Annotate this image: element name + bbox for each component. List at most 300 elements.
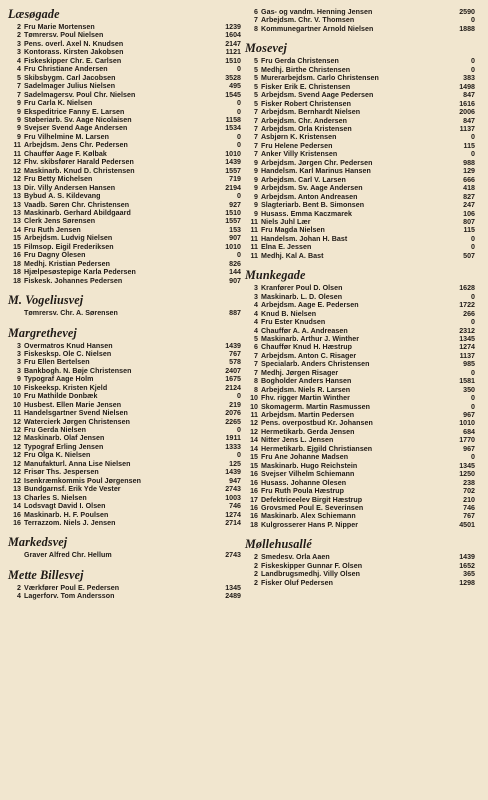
street-heading: Munkegade	[245, 268, 306, 283]
directory-entry	[247, 167, 475, 175]
house-number: 9	[254, 167, 258, 176]
resident-name: Arbejdsm. Chr. V. Thomsen	[261, 16, 355, 25]
directory-entry	[247, 386, 475, 394]
directory-entry	[10, 133, 241, 141]
resident-name: Fiskesksp. Ole C. Nielsen	[24, 349, 112, 358]
resident-name: Fru Marie Mortensen	[24, 23, 95, 31]
directory-entry	[10, 48, 241, 56]
directory-entry	[10, 243, 241, 251]
resident-name: Dir. Villy Andersen Hansen	[24, 183, 116, 192]
street-heading: Margrethevej	[8, 325, 77, 340]
phone-number: 1345	[225, 583, 241, 592]
resident-name: Pens. overpostbud Kr. Johansen	[261, 419, 373, 428]
house-number: 13	[13, 493, 21, 502]
directory-entry	[247, 16, 475, 24]
house-number: 10	[13, 383, 21, 392]
directory-entry	[10, 268, 241, 276]
directory-entry	[10, 158, 241, 166]
house-number: 7	[254, 141, 258, 150]
resident-name: Bybud A. S. Kildevang	[24, 192, 101, 201]
house-number: 4	[17, 592, 21, 601]
resident-name: Frisør Ths. Jespersen	[24, 468, 99, 477]
phone-number: 2312	[459, 326, 475, 335]
phone-number: 0	[471, 394, 475, 403]
house-number: 7	[254, 116, 258, 125]
resident-name: Fru Gerda Nielsen	[24, 426, 86, 435]
phone-number: 2006	[459, 108, 475, 117]
phone-number: 1510	[225, 56, 241, 65]
phone-number: 507	[463, 251, 475, 260]
resident-name: Niels Juhl Lær	[261, 217, 311, 226]
resident-name: Kontorass. Kirsten Jakobsen	[24, 48, 124, 57]
directory-entry	[10, 401, 241, 409]
directory-entry	[10, 485, 241, 493]
directory-entry	[10, 116, 241, 124]
house-number: 5	[254, 91, 258, 100]
phone-number: 1557	[225, 217, 241, 226]
house-number: 16	[13, 510, 21, 519]
directory-entry	[10, 468, 241, 476]
house-number: 3	[254, 284, 258, 293]
resident-name: Hermetikarb. Ejgild Christiansen	[261, 444, 373, 453]
resident-name: Gas- og vandm. Henning Jensen	[261, 8, 373, 16]
resident-name: Fru Mathilde Donbæk	[24, 392, 98, 401]
directory-entry	[10, 358, 241, 366]
house-number: 14	[13, 502, 21, 511]
street-heading: M. Vogeliusvej	[8, 293, 84, 308]
house-number: 18	[250, 520, 258, 529]
directory-entry	[247, 66, 475, 74]
house-number: 4	[17, 56, 21, 65]
resident-name: Arbejdsm. Bernhardt Nielsen	[261, 108, 361, 117]
resident-name: Fru Carla K. Nielsen	[24, 99, 93, 108]
house-number: 4	[254, 309, 258, 318]
resident-name: Arbejdsm. Sv. Aage Andersen	[261, 184, 363, 193]
phone-number: 1557	[225, 166, 241, 175]
resident-name: Fiskeeksp. Kristen Kjeld	[24, 383, 108, 392]
directory-entry	[10, 434, 241, 442]
house-number: 10	[13, 400, 21, 409]
house-number: 7	[254, 133, 258, 142]
directory-entry	[10, 494, 241, 502]
directory-entry	[10, 141, 241, 149]
directory-entry	[247, 504, 475, 512]
house-number: 16	[250, 478, 258, 487]
resident-name: Arbejdsm. Niels R. Larsen	[261, 385, 351, 394]
house-number: 13	[13, 183, 21, 192]
house-number: 12	[13, 434, 21, 443]
house-number: 9	[254, 209, 258, 218]
directory-entry	[10, 175, 241, 183]
resident-name: Specialarb. Anders Christensen	[261, 360, 370, 369]
phone-number: 153	[229, 225, 241, 234]
resident-name: Bogholder Anders Hansen	[261, 377, 352, 386]
phone-number: 1675	[225, 375, 241, 384]
phone-number: 0	[237, 141, 241, 150]
phone-number: 767	[229, 349, 241, 358]
phone-number: 1652	[459, 561, 475, 570]
directory-entry	[247, 25, 475, 33]
house-number: 3	[17, 48, 21, 57]
resident-name: Fiskesk. Johannes Pedersen	[24, 276, 123, 285]
directory-entry	[10, 192, 241, 200]
resident-name: Fru Christiane Andersen	[24, 65, 108, 74]
resident-name: Charles S. Nielsen	[24, 493, 87, 502]
resident-name: Nitter Jens L. Jensen	[261, 436, 334, 445]
resident-name: Chauffør A. A. Andreasen	[261, 326, 348, 335]
resident-name: Fisker Oluf Pedersen	[261, 578, 333, 587]
house-number: 12	[13, 166, 21, 175]
house-number: 4	[254, 326, 258, 335]
house-number: 11	[250, 217, 258, 226]
house-number: 7	[254, 360, 258, 369]
phone-number: 1239	[225, 23, 241, 31]
phone-number: 106	[463, 209, 475, 218]
phone-number: 746	[229, 502, 241, 511]
directory-entry	[247, 428, 475, 436]
resident-name: Arbejdsm. Svend Aage Pedersen	[261, 91, 374, 100]
directory-entry	[247, 91, 475, 99]
directory-entry	[247, 301, 475, 309]
house-number: 7	[254, 368, 258, 377]
resident-name: Arbejdsm. Anton C. Risager	[261, 351, 357, 360]
resident-name: Fhv. skibsfører Harald Pedersen	[24, 158, 134, 167]
house-number: 17	[250, 495, 258, 504]
resident-name: Maskinarb. Gerhard Abildgaard	[24, 208, 131, 217]
directory-entry	[247, 394, 475, 402]
directory-entry	[10, 426, 241, 434]
house-number: 5	[254, 334, 258, 343]
street-heading: Møllehusallé	[245, 537, 312, 552]
directory-entry	[10, 460, 241, 468]
resident-name: Arbejdsm. Anton Andreasen	[261, 192, 358, 201]
phone-number: 827	[463, 192, 475, 201]
directory-entry	[10, 511, 241, 519]
phone-number: 495	[229, 82, 241, 91]
directory-entry	[247, 74, 475, 82]
house-number: 3	[17, 341, 21, 350]
house-number: 9	[254, 158, 258, 167]
directory-entry	[10, 74, 241, 82]
directory-entry	[10, 260, 241, 268]
resident-name: Landbrugsmedhj. Villy Olsen	[261, 570, 360, 579]
resident-name: Fru Gerda Christensen	[261, 57, 339, 66]
resident-name: Arbejdsm. Carl V. Larsen	[261, 175, 346, 184]
directory-entry	[10, 375, 241, 383]
phone-number: 967	[463, 411, 475, 420]
phone-number: 1137	[459, 351, 475, 360]
resident-name: Skibsbygm. Carl Jacobsen	[24, 73, 116, 82]
phone-number: 1137	[459, 124, 475, 133]
resident-name: Handelsgartner Svend Nielsen	[24, 409, 128, 418]
resident-name: Lagerforv. Tom Andersson	[24, 592, 115, 601]
resident-name: Maskinarb. H. F. Poulsen	[24, 510, 109, 519]
directory-entry	[10, 418, 241, 426]
house-number: 5	[254, 99, 258, 108]
phone-number: 1722	[459, 301, 475, 310]
resident-name: Smedesv. Orla Aaen	[261, 553, 330, 562]
phone-number: 125	[229, 459, 241, 468]
resident-name: Fru Olga K. Nielsen	[24, 451, 91, 460]
directory-entry	[10, 451, 241, 459]
phone-number: 0	[471, 318, 475, 327]
resident-name: Fru Ane Johanne Madsen	[261, 453, 349, 462]
house-number: 7	[254, 108, 258, 117]
house-number: 12	[13, 442, 21, 451]
phone-number: 0	[237, 451, 241, 460]
resident-name: Anker Villy Kristensen	[261, 150, 338, 159]
resident-name: Skomagerm. Martin Rasmussen	[261, 402, 370, 411]
house-number: 16	[250, 470, 258, 479]
resident-name: Svejser Svend Aage Andersen	[24, 124, 128, 133]
house-number: 11	[13, 141, 21, 150]
house-number: 8	[254, 24, 258, 33]
phone-number: 826	[229, 259, 241, 268]
resident-name: Handelsm. Karl Marinus Hansen	[261, 167, 371, 176]
house-number: 3	[254, 292, 258, 301]
resident-name: Graver Alfred Chr. Hellum	[24, 551, 112, 560]
directory-entry	[10, 350, 241, 358]
house-number: 12	[13, 476, 21, 485]
phone-number: 0	[471, 133, 475, 142]
phone-number: 350	[463, 385, 475, 394]
house-number: 10	[250, 394, 258, 403]
phone-number: 0	[237, 192, 241, 201]
house-number: 4	[254, 301, 258, 310]
phone-number: 266	[463, 309, 475, 318]
resident-name: Lodsvagt David I. Olsen	[24, 502, 106, 511]
directory-entry	[10, 124, 241, 132]
resident-name: Medhj. Kal A. Bast	[261, 251, 324, 260]
phone-number: 0	[237, 251, 241, 260]
house-number: 2	[254, 553, 258, 562]
resident-name: Kommunegartner Arnold Nielsen	[261, 24, 374, 33]
phone-number: 0	[471, 292, 475, 301]
house-number: 5	[254, 82, 258, 91]
phone-number: 967	[463, 444, 475, 453]
phone-number: 907	[229, 234, 241, 243]
street-heading: Mosevej	[245, 41, 287, 56]
house-number: 6	[254, 8, 258, 16]
phone-number: 666	[463, 175, 475, 184]
phone-number: 0	[237, 65, 241, 74]
directory-entry	[247, 243, 475, 251]
house-number: 8	[254, 377, 258, 386]
directory-entry	[10, 367, 241, 375]
resident-name: Vaadb. Søren Chr. Christensen	[24, 200, 130, 209]
phone-number: 2714	[225, 519, 241, 528]
directory-entry	[247, 108, 475, 116]
phone-number: 0	[471, 65, 475, 74]
directory-entry	[10, 57, 241, 65]
phone-number: 0	[237, 392, 241, 401]
phone-number: 1510	[225, 208, 241, 217]
directory-entry	[10, 65, 241, 73]
resident-name: Arbejdsm. Jens Chr. Pedersen	[24, 141, 128, 150]
directory-entry	[10, 23, 241, 31]
resident-name: Knud B. Nielsen	[261, 309, 317, 318]
phone-number: 1010	[225, 149, 241, 158]
phone-number: 2590	[459, 8, 475, 16]
phone-number: 210	[463, 495, 475, 504]
house-number: 9	[254, 192, 258, 201]
phone-number: 1439	[225, 468, 241, 477]
phone-number: 0	[471, 234, 475, 243]
phone-number: 0	[471, 243, 475, 252]
directory-entry	[247, 419, 475, 427]
house-number: 4	[17, 65, 21, 74]
phone-number: 0	[471, 57, 475, 66]
directory-entry	[247, 453, 475, 461]
phone-number: 0	[471, 453, 475, 462]
house-number: 11	[13, 149, 21, 158]
house-number: 2	[254, 578, 258, 587]
phone-number: 847	[463, 116, 475, 125]
phone-number: 1439	[459, 553, 475, 562]
house-number: 11	[250, 234, 258, 243]
resident-name: Maskinarb. L. D. Olesen	[261, 292, 343, 301]
house-number: 15	[13, 234, 21, 243]
directory-entry	[247, 352, 475, 360]
directory-entry	[247, 403, 475, 411]
directory-entry	[10, 167, 241, 175]
phone-number: 1628	[459, 284, 475, 293]
directory-entry	[10, 584, 241, 592]
directory-entry	[10, 40, 241, 48]
directory-entry	[247, 521, 475, 529]
resident-name: Arbejdsm. Jørgen Chr. Pedersen	[261, 158, 373, 167]
phone-number: 0	[237, 132, 241, 141]
phone-number: 0	[471, 150, 475, 159]
phone-number: 0	[471, 402, 475, 411]
phone-number: 2743	[225, 551, 241, 560]
resident-name: Svejser Vilhelm Schiemann	[261, 470, 355, 479]
phone-number: 1345	[459, 334, 475, 343]
resident-name: Fru Vilhelmine M. Larsen	[24, 132, 110, 141]
directory-entry	[247, 369, 475, 377]
directory-entry	[10, 519, 241, 527]
directory-entry	[247, 133, 475, 141]
house-number: 16	[250, 487, 258, 496]
resident-name: Typograf Erling Jensen	[24, 442, 104, 451]
directory-entry	[10, 277, 241, 285]
resident-name: Arbejdsm. Chr. Andersen	[261, 116, 348, 125]
house-number: 9	[254, 184, 258, 193]
resident-name: Arbejdsm. Aage E. Pedersen	[261, 301, 359, 310]
phone-number: 238	[463, 478, 475, 487]
house-number: 11	[250, 226, 258, 235]
phone-number: 1010	[225, 242, 241, 251]
directory-entry	[247, 83, 475, 91]
directory-entry	[247, 176, 475, 184]
phone-number: 0	[237, 99, 241, 108]
house-number	[10, 551, 24, 559]
resident-name: Tømrersv. Chr. A. Sørensen	[24, 309, 118, 318]
resident-name: Kulgrosserer Hans P. Nipper	[261, 520, 359, 529]
directory-entry	[247, 293, 475, 301]
house-number: 16	[13, 251, 21, 260]
directory-entry	[247, 343, 475, 351]
resident-name: Fru Helene Pedersen	[261, 141, 333, 150]
directory-entry	[247, 159, 475, 167]
house-number: 16	[250, 504, 258, 513]
house-number: 18	[13, 268, 21, 277]
phone-number: 767	[463, 512, 475, 521]
directory-entry	[247, 142, 475, 150]
phone-number: 578	[229, 358, 241, 367]
resident-name: Medhj. Birthe Christensen	[261, 65, 351, 74]
directory-entry	[247, 562, 475, 570]
phone-number: 2076	[225, 409, 241, 418]
phone-number: 129	[463, 167, 475, 176]
resident-name: Hjælpesøstepige Karla Pedersen	[24, 268, 136, 277]
resident-name: Fru Ruth Jensen	[24, 225, 81, 234]
house-number: 5	[254, 74, 258, 83]
directory-entry	[10, 209, 241, 217]
resident-name: Terrazzom. Niels J. Jensen	[24, 519, 116, 528]
phone-number: 1604	[225, 31, 241, 40]
house-number: 18	[13, 259, 21, 268]
directory-entry	[10, 99, 241, 107]
directory-entry	[10, 309, 241, 317]
resident-name: Slagteriarb. Bent B. Simonsen	[261, 201, 365, 210]
phone-number: 1121	[225, 48, 241, 57]
resident-name: Medhj. Jørgen Risager	[261, 368, 339, 377]
phone-number: 1158	[225, 115, 241, 124]
resident-name: Fru Dagny Olesen	[24, 251, 86, 260]
house-number: 11	[250, 411, 258, 420]
resident-name: Fisker Erik E. Christensen	[261, 82, 351, 91]
phone-number: 988	[463, 158, 475, 167]
house-number: 3	[17, 358, 21, 367]
street-heading: Læsøgade	[8, 7, 60, 21]
directory-entry	[10, 108, 241, 116]
directory-entry	[10, 82, 241, 90]
resident-name: Defektriceelev Birgit Hæstrup	[261, 495, 363, 504]
resident-name: Handelsm. Johan H. Bast	[261, 234, 348, 243]
resident-name: Hermetikarb. Gerda Jensen	[261, 427, 355, 436]
phone-number: 907	[229, 276, 241, 285]
directory-entry	[10, 217, 241, 225]
directory-entry	[10, 201, 241, 209]
house-number: 7	[254, 124, 258, 133]
resident-name: Fru Ellen Bertelsen	[24, 358, 90, 367]
house-number: 7	[254, 16, 258, 25]
phone-number: 219	[229, 400, 241, 409]
directory-entry	[247, 150, 475, 158]
phone-number: 702	[463, 487, 475, 496]
directory-entry	[247, 226, 475, 234]
resident-name: Ekspeditrice Fanny E. Larsen	[24, 107, 125, 116]
directory-entry	[247, 335, 475, 343]
phone-number: 1298	[459, 578, 475, 587]
house-number: 5	[254, 65, 258, 74]
directory-entry	[247, 436, 475, 444]
resident-name: Fhv. rigger Martin Winther	[261, 394, 350, 403]
phone-number: 1888	[459, 24, 475, 33]
house-number: 7	[254, 351, 258, 360]
directory-entry	[247, 570, 475, 578]
directory-entry	[247, 184, 475, 192]
house-number: 8	[254, 385, 258, 394]
directory-entry	[247, 8, 475, 16]
directory-entry	[10, 91, 241, 99]
house-number: 14	[250, 436, 258, 445]
phone-number: 1003	[225, 493, 241, 502]
house-number	[10, 309, 24, 317]
directory-entry	[247, 487, 475, 495]
house-number: 15	[13, 242, 21, 251]
